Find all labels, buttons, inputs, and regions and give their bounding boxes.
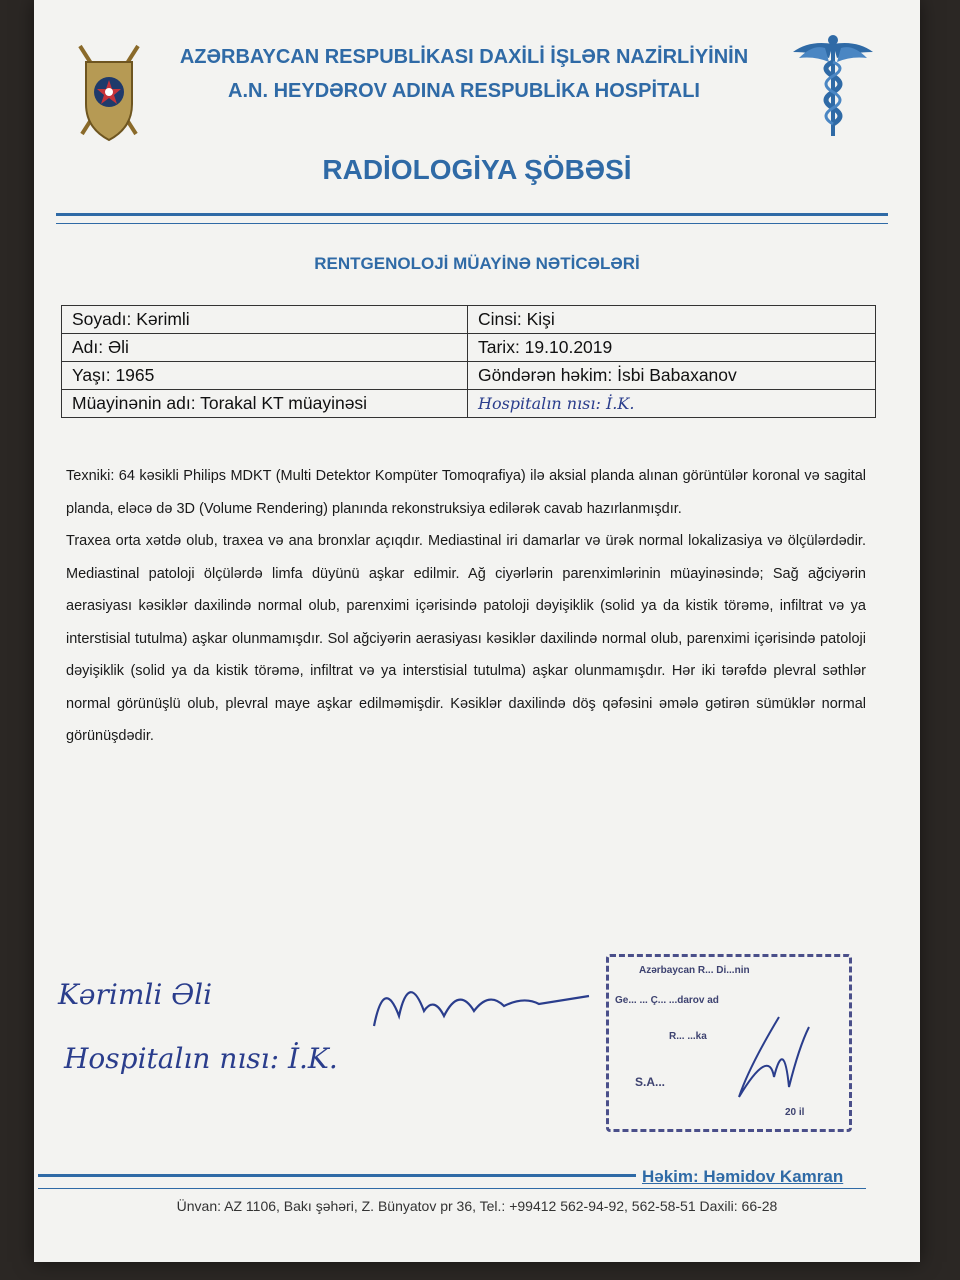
- police-emblem-icon: [74, 42, 144, 146]
- findings-paragraph: Traxea orta xətdə olub, traxea və ana bronxlar açıqdır. Mediastinal iri damarlar və ürək normal lokalizasiya və ölçülərdədir. Mediastinal patoloji ölçülərdə limfa düyünü aşkar edilmir. Ağ ciyərlərin parenximlərinin müayinəsində; Sağ ağciyərin aerasiyası kəsiklər daxilində normal olub, parenximi içərisində patoloji dəyişiklik (solid ya da kistik törəmə, infiltrat və ya interstisial tutulma) aşkar olunmamışdır. Sol ağciyərin aerasiyası kəsiklər daxilində normal olub, parenximi içərisində patoloji dəyişiklik (solid ya da kistik törəmə, infiltrat və ya interstisial tutulma) aşkar olunmamışdır. Hər iki tərəfdə plevral səthlər normal görünüşlü olub, plevral maye aşkar edilməmişdir. Kəsiklər daxilində döş qəfəsini əmələ gətirən sümüklər normal görünüşdədir.: [66, 533, 866, 744]
- table-row: [62, 334, 876, 362]
- report-title: RENTGENOLOJİ MÜAYİNƏ NƏTİCƏLƏRİ: [314, 254, 640, 273]
- technique-paragraph: Texniki: 64 kəsikli Philips MDKT (Multi Detektor Kompüter Tomoqrafiya) ilə aksial planda alınan görüntülər koronal və sagital planda, eləcə də 3D (Volume Rendering) planında rekonstruksiya edilərək cavab hazırlanmışdır.: [66, 468, 866, 517]
- age-cell: Yaşı: 1965: [62, 362, 468, 390]
- footer-divider: [38, 1174, 636, 1177]
- handwritten-note: Hospitalın nısı: İ.K.: [478, 394, 635, 413]
- stamp-line: 20 il: [785, 1107, 805, 1118]
- doctor-signature: [709, 1007, 819, 1117]
- handwritten-note-cell: [468, 390, 876, 418]
- report-page: [34, 0, 920, 1262]
- patient-signature: [364, 966, 594, 1038]
- gender-cell: Cinsi: Kişi: [468, 306, 876, 334]
- name-cell: Adı: Əli: [62, 334, 468, 362]
- stamp-line: Ge... ... Ç... ...darov ad: [615, 995, 719, 1006]
- stamp-line: S.A...: [635, 1075, 666, 1089]
- date-cell: Tarix: 19.10.2019: [468, 334, 876, 362]
- patient-info-table: [61, 305, 876, 418]
- stamp-line: Azərbaycan R... Di...nin: [639, 965, 750, 976]
- caduceus-icon: [789, 34, 877, 138]
- header-divider: [56, 213, 888, 216]
- exam-name-cell: Müayinənin adı: Torakal KT müayinəsi: [62, 390, 468, 418]
- handwritten-hospital-note: Hospitalın nısı: İ.K.: [64, 1042, 338, 1075]
- hospital-title: A.N. HEYDƏROV ADINA RESPUBLİKA HOSPİTALI: [228, 80, 700, 102]
- footer-divider-thin: [38, 1188, 866, 1189]
- header-divider-thin: [56, 223, 888, 224]
- doctor-name: Həkim: Həmidov Kamran: [642, 1167, 844, 1186]
- report-body: [66, 460, 866, 753]
- surname-cell: Soyadı: Kərimli: [62, 306, 468, 334]
- referring-doctor-cell: Göndərən həkim: İsbi Babaxanov: [468, 362, 876, 390]
- stamp-line: R... ...ka: [669, 1031, 707, 1042]
- table-row: [62, 362, 876, 390]
- handwritten-patient-name: Kərimli Əli: [58, 978, 213, 1011]
- ministry-title: AZƏRBAYCAN RESPUBLİKASI DAXİLİ İŞLƏR NAZİRLİYİNİN: [179, 46, 749, 68]
- table-row: [62, 390, 876, 418]
- official-stamp: [606, 954, 852, 1132]
- table-row: [62, 306, 876, 334]
- address-line: Ünvan: AZ 1106, Bakı şəhəri, Z. Bünyatov pr 36, Tel.: +99412 562-94-92, 562-58-51 Daxili: 66-28: [176, 1198, 778, 1214]
- department-title: RADİOLOGİYA ŞÖBƏSİ: [322, 154, 632, 185]
